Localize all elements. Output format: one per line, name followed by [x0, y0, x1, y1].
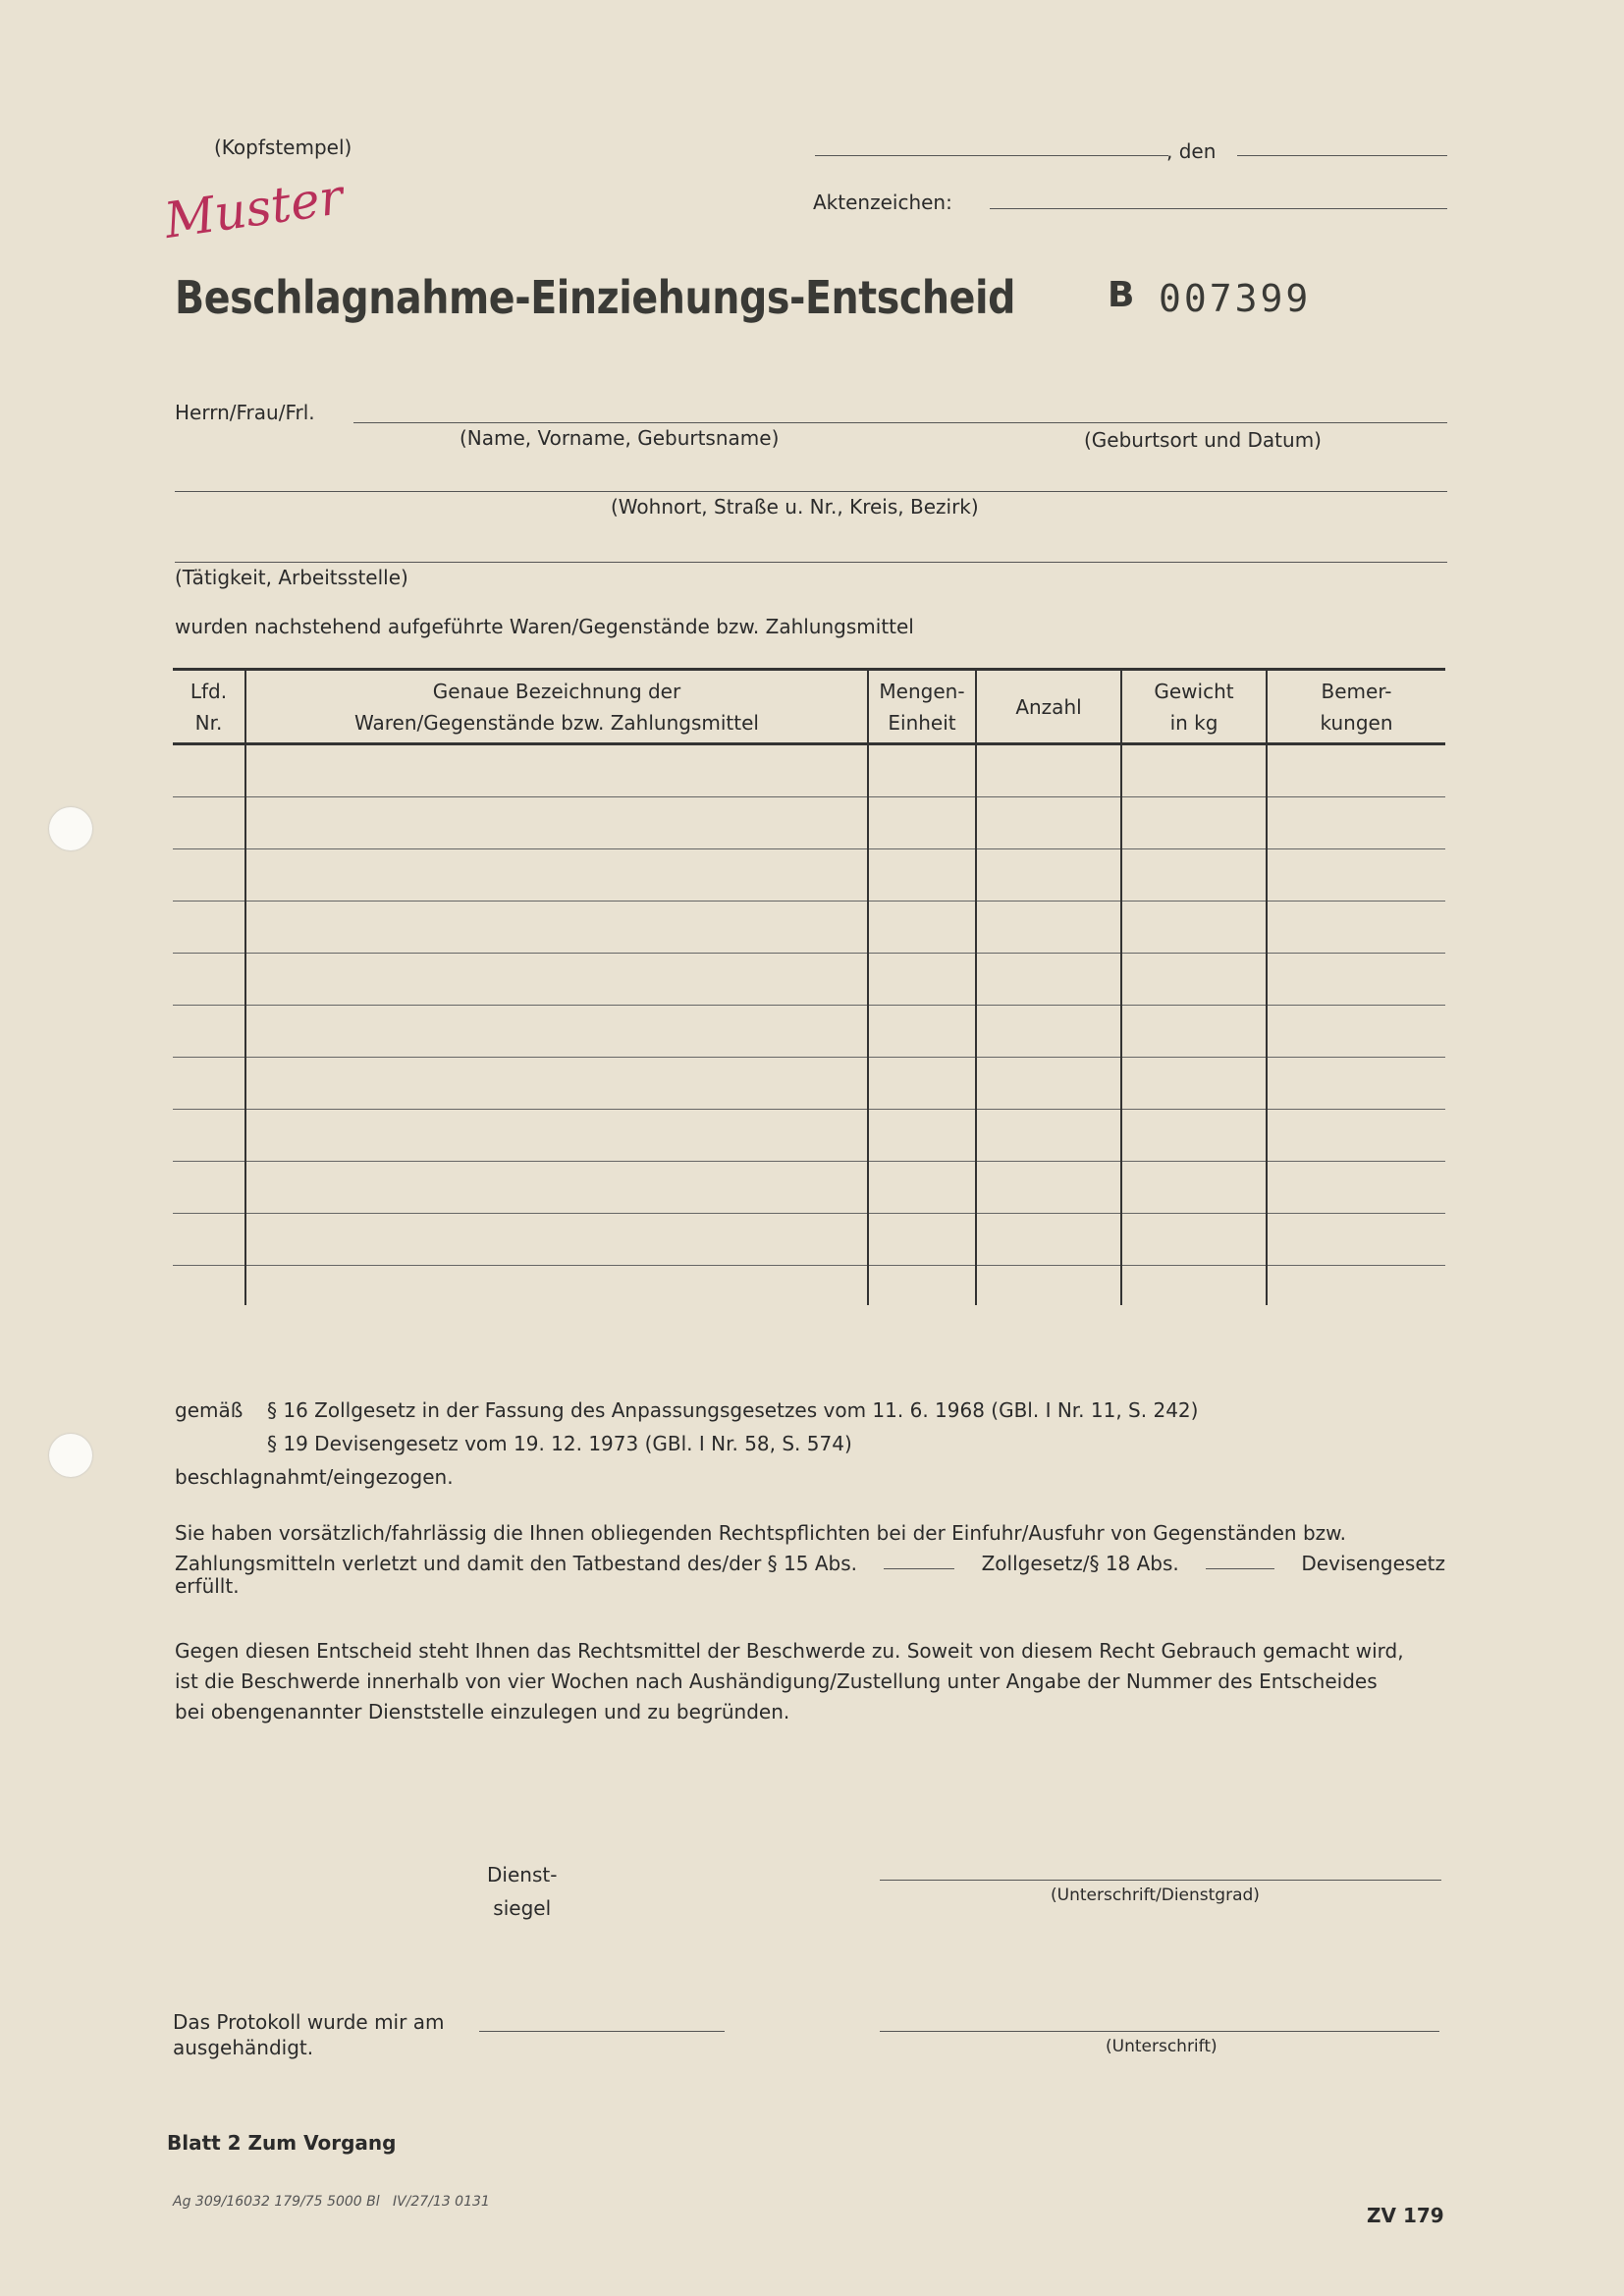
- cell-lfd-nr[interactable]: [173, 849, 245, 902]
- col-header-mengeneinheit: Mengen- Einheit: [868, 670, 976, 744]
- cell-mengeneinheit[interactable]: [868, 1162, 976, 1214]
- cell-bemerkungen[interactable]: [1267, 1266, 1445, 1306]
- violation-line-3: erfüllt.: [175, 1574, 240, 1598]
- appeal-line-3: bei obengenannter Dienststelle einzulegen und zu begründen.: [175, 1700, 790, 1723]
- punch-hole-top: [49, 807, 92, 850]
- cell-mengeneinheit[interactable]: [868, 1058, 976, 1110]
- cell-bemerkungen[interactable]: [1267, 1006, 1445, 1058]
- cell-mengeneinheit[interactable]: [868, 1006, 976, 1058]
- cell-bezeichnung[interactable]: [245, 849, 868, 902]
- cell-anzahl[interactable]: [976, 1058, 1121, 1110]
- cell-bezeichnung[interactable]: [245, 797, 868, 849]
- cell-bemerkungen[interactable]: [1267, 1214, 1445, 1266]
- violation-line-1: Sie haben vorsätzlich/fahrlässig die Ihnen obliegenden Rechtspflichten bei der Einfuhr/Ausfuhr von Gegenständen bzw.: [175, 1521, 1347, 1545]
- cell-mengeneinheit[interactable]: [868, 1110, 976, 1162]
- cell-bemerkungen[interactable]: [1267, 849, 1445, 902]
- cell-gewicht[interactable]: [1121, 954, 1267, 1006]
- cell-lfd-nr[interactable]: [173, 1110, 245, 1162]
- items-table: [173, 668, 1445, 1305]
- table-row: [173, 849, 1445, 902]
- cell-anzahl[interactable]: [976, 902, 1121, 954]
- table-row: [173, 1214, 1445, 1266]
- protokoll-label: [173, 2009, 444, 2060]
- print-code: Ag 309/16032 179/75 5000 Bl IV/27/13 0131: [173, 2194, 490, 2210]
- cell-lfd-nr[interactable]: [173, 1162, 245, 1214]
- form-number: ZV 179: [1367, 2204, 1444, 2227]
- cell-gewicht[interactable]: [1121, 849, 1267, 902]
- punch-hole-bottom: [49, 1434, 92, 1477]
- cell-bemerkungen[interactable]: [1267, 797, 1445, 849]
- cell-lfd-nr[interactable]: [173, 1006, 245, 1058]
- table-row: [173, 1006, 1445, 1058]
- recipient-signature-hint: (Unterschrift): [1106, 2037, 1218, 2056]
- cell-bemerkungen[interactable]: [1267, 744, 1445, 797]
- intro-text: wurden nachstehend aufgeführte Waren/Gegenstände bzw. Zahlungsmittel: [175, 615, 914, 638]
- cell-gewicht[interactable]: [1121, 1266, 1267, 1306]
- col-header-bezeichnung: Genaue Bezeichnung der Waren/Gegenstände bzw. Zahlungsmittel: [245, 670, 868, 744]
- table-row: [173, 797, 1445, 849]
- cell-anzahl[interactable]: [976, 1266, 1121, 1306]
- cell-gewicht[interactable]: [1121, 1006, 1267, 1058]
- cell-mengeneinheit[interactable]: [868, 902, 976, 954]
- cell-anzahl[interactable]: [976, 954, 1121, 1006]
- table-row: [173, 1110, 1445, 1162]
- cell-bezeichnung[interactable]: [245, 954, 868, 1006]
- violation-text-a: Zahlungsmitteln verletzt und damit den Tatbestand des/der § 15 Abs.: [175, 1552, 857, 1575]
- cell-bezeichnung[interactable]: [245, 744, 868, 797]
- result-text: beschlagnahmt/eingezogen.: [175, 1465, 454, 1489]
- cell-anzahl[interactable]: [976, 1214, 1121, 1266]
- cell-bezeichnung[interactable]: [245, 1214, 868, 1266]
- name-hint: (Name, Vorname, Geburtsname): [460, 426, 780, 450]
- cell-mengeneinheit[interactable]: [868, 849, 976, 902]
- recipient-signature-field[interactable]: [880, 2031, 1439, 2032]
- cell-anzahl[interactable]: [976, 1006, 1121, 1058]
- cell-mengeneinheit[interactable]: [868, 1214, 976, 1266]
- cell-anzahl[interactable]: [976, 744, 1121, 797]
- herrn-label: Herrn/Frau/Frl.: [175, 401, 315, 424]
- cell-lfd-nr[interactable]: [173, 1214, 245, 1266]
- dienst-text: Dienst-: [487, 1863, 558, 1886]
- violation-text-b: Zollgesetz/§ 18 Abs.: [981, 1552, 1179, 1575]
- cell-mengeneinheit[interactable]: [868, 797, 976, 849]
- col-header-gewicht: Gewicht in kg: [1121, 670, 1267, 744]
- cell-mengeneinheit[interactable]: [868, 1266, 976, 1306]
- name-field[interactable]: [353, 422, 1447, 423]
- law-zollgesetz: § 16 Zollgesetz in der Fassung des Anpassungsgesetzes vom 11. 6. 1968 (GBl. I Nr. 11, S. 242): [267, 1398, 1199, 1422]
- cell-anzahl[interactable]: [976, 797, 1121, 849]
- cell-bezeichnung[interactable]: [245, 1058, 868, 1110]
- serial-letter: B: [1108, 275, 1135, 315]
- violation-paragraph: [175, 1518, 1445, 1602]
- table-row: [173, 902, 1445, 954]
- address-hint: (Wohnort, Straße u. Nr., Kreis, Bezirk): [611, 495, 979, 519]
- signature-rank-hint: (Unterschrift/Dienstgrad): [1051, 1886, 1260, 1905]
- date-field[interactable]: [1237, 155, 1447, 156]
- serial-number: 007399: [1159, 277, 1312, 320]
- zoll-abs-field[interactable]: [884, 1549, 954, 1569]
- table-header-row: [173, 670, 1445, 744]
- dienstsiegel-label: [487, 1858, 557, 1925]
- protokoll-date-field[interactable]: [479, 2031, 725, 2032]
- table-row: [173, 954, 1445, 1006]
- protokoll-line-2: ausgehändigt.: [173, 2036, 314, 2059]
- birth-hint: (Geburtsort und Datum): [1084, 428, 1322, 452]
- cell-gewicht[interactable]: [1121, 1214, 1267, 1266]
- cell-gewicht[interactable]: [1121, 1110, 1267, 1162]
- cell-gewicht[interactable]: [1121, 902, 1267, 954]
- job-hint: (Tätigkeit, Arbeitsstelle): [175, 566, 408, 589]
- kopfstempel-label: (Kopfstempel): [214, 136, 352, 159]
- cell-lfd-nr[interactable]: [173, 902, 245, 954]
- cell-gewicht[interactable]: [1121, 1162, 1267, 1214]
- cell-anzahl[interactable]: [976, 849, 1121, 902]
- table-row: [173, 1058, 1445, 1110]
- cell-gewicht[interactable]: [1121, 1058, 1267, 1110]
- table-row: [173, 1266, 1445, 1306]
- cell-lfd-nr[interactable]: [173, 954, 245, 1006]
- cell-mengeneinheit[interactable]: [868, 744, 976, 797]
- cell-gewicht[interactable]: [1121, 797, 1267, 849]
- aktenzeichen-field[interactable]: [990, 208, 1447, 209]
- job-field[interactable]: [175, 562, 1447, 563]
- col-header-bemerkungen: Bemer- kungen: [1267, 670, 1445, 744]
- cell-bezeichnung[interactable]: [245, 902, 868, 954]
- cell-anzahl[interactable]: [976, 1110, 1121, 1162]
- cell-lfd-nr[interactable]: [173, 797, 245, 849]
- address-field[interactable]: [175, 491, 1447, 492]
- cell-bemerkungen[interactable]: [1267, 954, 1445, 1006]
- aktenzeichen-label: Aktenzeichen:: [813, 191, 952, 214]
- violation-text-c: Devisengesetz: [1301, 1552, 1445, 1575]
- signature-rank-field[interactable]: [880, 1880, 1441, 1881]
- cell-bemerkungen[interactable]: [1267, 1162, 1445, 1214]
- cell-mengeneinheit[interactable]: [868, 954, 976, 1006]
- appeal-line-2: ist die Beschwerde innerhalb von vier Wochen nach Aushändigung/Zustellung unter Angabe der Nummer des Entscheides: [175, 1669, 1378, 1693]
- cell-lfd-nr[interactable]: [173, 1058, 245, 1110]
- cell-anzahl[interactable]: [976, 1162, 1121, 1214]
- place-field[interactable]: [815, 155, 1168, 156]
- siegel-text: siegel: [493, 1896, 552, 1920]
- law-devisengesetz: § 19 Devisengesetz vom 19. 12. 1973 (GBl. I Nr. 58, S. 574): [267, 1432, 852, 1455]
- muster-handwriting: Muster: [160, 168, 347, 249]
- appeal-line-1: Gegen diesen Entscheid steht Ihnen das Rechtsmittel der Beschwerde zu. Soweit von diesem Recht Gebrauch gemacht wird,: [175, 1639, 1404, 1663]
- gemaess-label: gemäß: [175, 1398, 244, 1422]
- cell-bezeichnung[interactable]: [245, 1110, 868, 1162]
- den-label: , den: [1166, 139, 1217, 163]
- table-row: [173, 1162, 1445, 1214]
- col-header-lfd-nr: Lfd. Nr.: [173, 670, 245, 744]
- form-title: Beschlagnahme-Einziehungs-Entscheid: [175, 271, 1016, 324]
- cell-bezeichnung[interactable]: [245, 1266, 868, 1306]
- cell-bezeichnung[interactable]: [245, 1162, 868, 1214]
- cell-lfd-nr[interactable]: [173, 1266, 245, 1306]
- cell-bezeichnung[interactable]: [245, 1006, 868, 1058]
- devisen-abs-field[interactable]: [1206, 1549, 1274, 1569]
- appeal-paragraph: [175, 1636, 1445, 1727]
- cell-bemerkungen[interactable]: [1267, 1058, 1445, 1110]
- cell-gewicht[interactable]: [1121, 744, 1267, 797]
- table-row: [173, 744, 1445, 797]
- cell-lfd-nr[interactable]: [173, 744, 245, 797]
- protokoll-line-1: Das Protokoll wurde mir am: [173, 2010, 445, 2034]
- blatt-label: Blatt 2 Zum Vorgang: [167, 2131, 397, 2155]
- cell-bemerkungen[interactable]: [1267, 1110, 1445, 1162]
- col-header-anzahl: Anzahl: [976, 670, 1121, 744]
- cell-bemerkungen[interactable]: [1267, 902, 1445, 954]
